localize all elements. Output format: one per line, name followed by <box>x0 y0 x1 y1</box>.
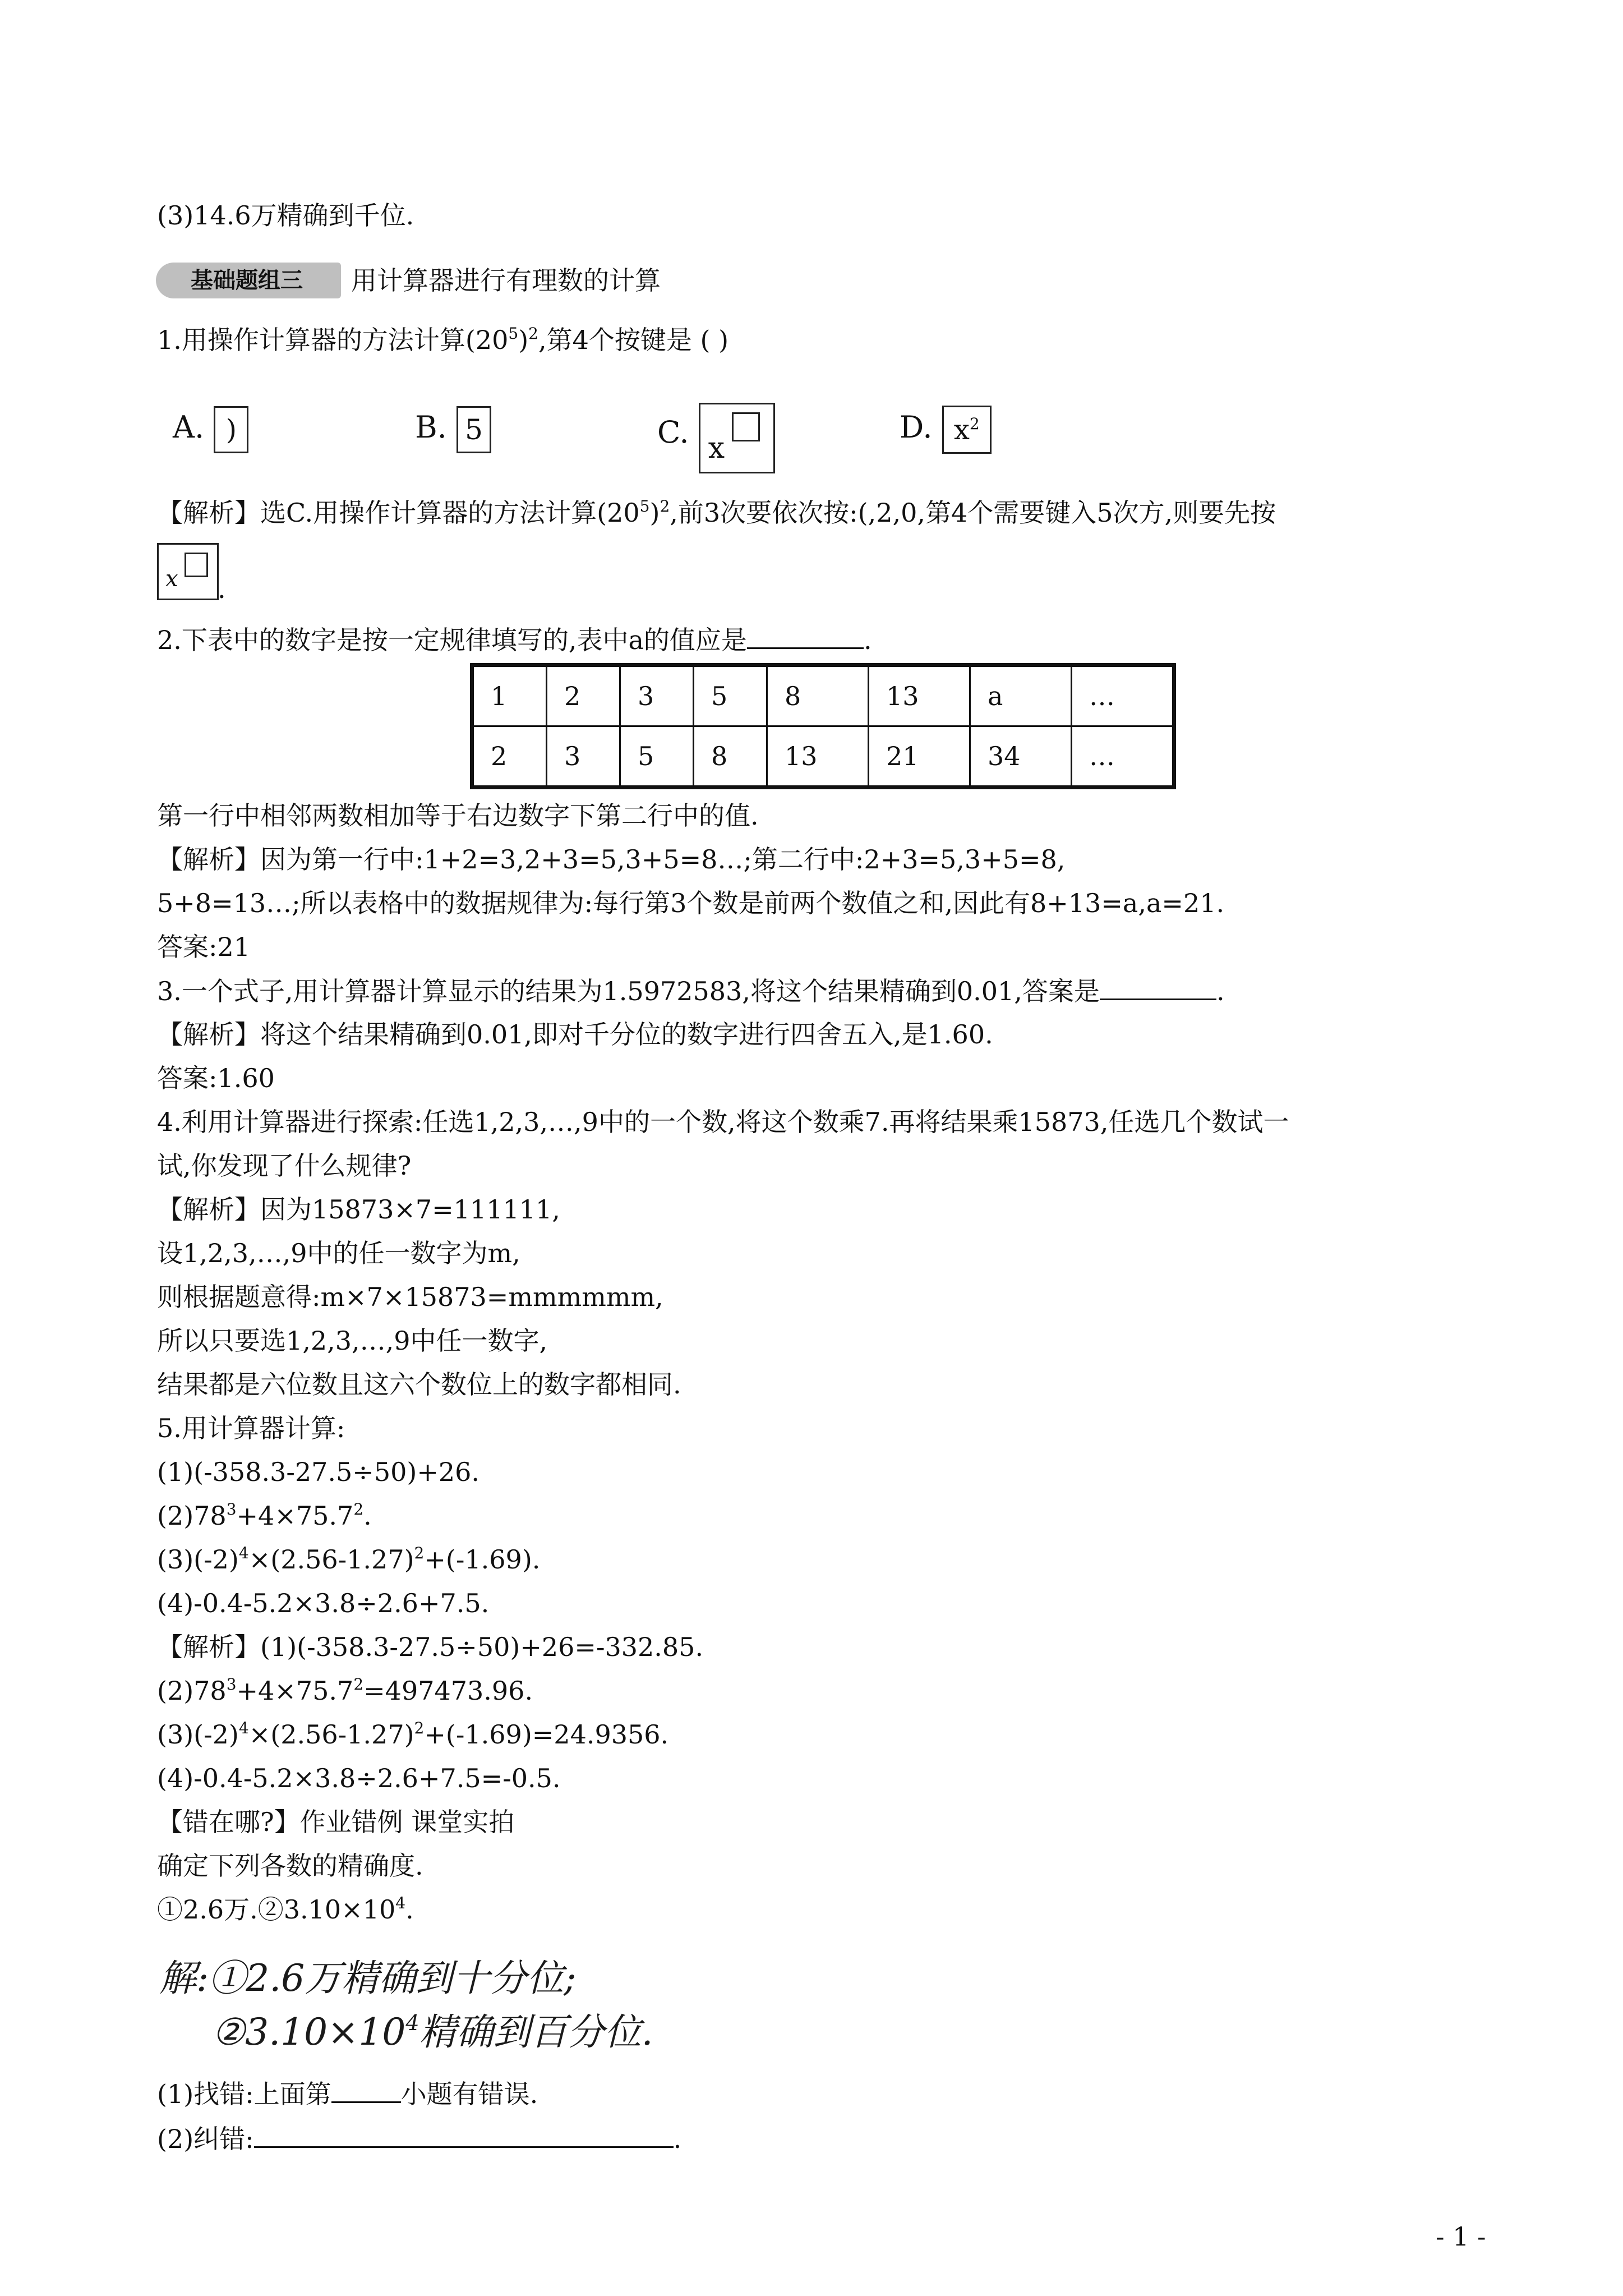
table-cell: 3 <box>620 665 694 726</box>
table-cell: a <box>970 665 1072 726</box>
table-row <box>472 665 1174 726</box>
q5-part-4: (4)-0.4-5.2×3.8÷2.6+7.5. <box>157 1588 490 1618</box>
q2-answer-blank <box>747 623 864 649</box>
power-box-icon <box>185 553 208 577</box>
q2-analysis-line-1: 【解析】因为第一行中:1+2=3,2+3=5,3+5=8…;第二行中:2+3=5,3+5=8, <box>157 844 1066 875</box>
table-cell: 21 <box>869 726 970 788</box>
q1-option-a: A. ) <box>173 399 248 455</box>
fix-error-blank <box>254 2122 674 2148</box>
table-cell: 8 <box>767 665 869 726</box>
table-cell: 34 <box>970 726 1072 788</box>
table-cell: 2 <box>547 665 620 726</box>
q1-stem: 1.用操作计算器的方法计算$(20^5)^2$,第4个按键是 ( ) <box>157 324 729 355</box>
table-cell: 1 <box>472 665 547 726</box>
q3-analysis: 【解析】将这个结果精确到0.01,即对千分位的数字进行四舍五入,是1.60. <box>157 1019 993 1050</box>
find-error-blank <box>331 2077 401 2103</box>
sequence-table <box>470 663 1176 789</box>
q1-option-c: C. x <box>657 399 775 470</box>
error-section-title: 【错在哪?】作业错例 课堂实拍 <box>157 1807 515 1837</box>
q4-stem-line-1: 4.利用计算器进行探索:任选1,2,3,…,9中的一个数,将这个数乘7.再将结果乘15873,任选几个数试一 <box>157 1107 1289 1137</box>
top-line: (3)14.6万精确到千位. <box>157 200 414 231</box>
error-section-items: ①2.6万$.②3.10\times 10^4$. <box>157 1894 414 1925</box>
key-close-paren: ) <box>214 406 248 453</box>
table-cell: … <box>1072 665 1174 726</box>
q3-stem: 3.一个式子,用计算器计算显示的结果为1.5972583,将这个结果精确到0.01,答案是 . <box>157 974 1225 1008</box>
error-section-stem: 确定下列各数的精确度. <box>157 1851 423 1881</box>
q5-part-3: $(3)(-2)^4\times(2.56-1.27)^2+(-1.69)$. <box>157 1544 541 1575</box>
q2-stem: 2.下表中的数字是按一定规律填写的,表中a的值应是 . <box>157 623 872 657</box>
table-cell: 13 <box>869 665 970 726</box>
table-row <box>472 726 1174 788</box>
table-cell: 2 <box>472 726 547 788</box>
q4-analysis-line: 则根据题意得:m×7×15873=mmmmmm, <box>157 1282 663 1312</box>
q4-analysis-line: 【解析】因为15873×7=111111, <box>157 1194 560 1225</box>
section-tag-label: 基础题组三 <box>191 268 303 293</box>
q5-answer-3: $(3)(-2)^4\times(2.56-1.27)^2+(-1.69)=24.9356$. <box>157 1719 669 1750</box>
q4-stem-line-2: 试,你发现了什么规律? <box>157 1151 412 1181</box>
table-cell: 5 <box>620 726 694 788</box>
q2-note: 第一行中相邻两数相加等于右边数字下第二行中的值. <box>157 800 759 831</box>
key-five: 5 <box>457 406 491 453</box>
q4-analysis-line: 结果都是六位数且这六个数位上的数字都相同. <box>157 1369 681 1400</box>
section-title: 用计算器进行有理数的计算 <box>351 265 661 296</box>
q1-analysis-end: . <box>218 574 226 604</box>
q5-answer-4: (4)-0.4-5.2×3.8÷2.6+7.5=-0.5. <box>157 1763 561 1793</box>
handwritten-answer-line-2: $②3.10\times 10^4$精确到百分位. <box>212 2010 653 2054</box>
q4-analysis-line: 设1,2,3,…,9中的任一数字为m, <box>157 1238 520 1268</box>
q1-option-b: B. 5 <box>415 399 491 455</box>
fix-error-line: (2)纠错: . <box>157 2122 681 2156</box>
table-cell: 8 <box>694 726 767 788</box>
q3-answer: 答案:1.60 <box>157 1063 275 1093</box>
key-power-x: x <box>699 403 775 473</box>
q5-answer-2: $(2)78^3+4\times 75.7^2=497473.96$. <box>157 1675 533 1706</box>
q3-answer-blank <box>1100 974 1216 1000</box>
q5-answer-1: 【解析】(1)(-358.3-27.5÷50)+26=-332.85. <box>157 1632 704 1662</box>
q5-stem: 5.用计算器计算: <box>157 1413 345 1443</box>
table-cell: 13 <box>767 726 869 788</box>
q1-analysis: 【解析】选C.用操作计算器的方法计算$(20^5)^2$,前3次要依次按:(,2,0,第4个需要键入5次方,则要先按 <box>157 497 1276 528</box>
find-error-line: (1)找错:上面第 小题有错误. <box>157 2077 538 2111</box>
q4-analysis-line: 所以只要选1,2,3,…,9中任一数字, <box>157 1326 548 1356</box>
q2-answer: 答案:21 <box>157 932 251 962</box>
table-cell: … <box>1072 726 1174 788</box>
q5-part-1: (1)(-358.3-27.5÷50)+26. <box>157 1457 480 1487</box>
table-cell: 5 <box>694 665 767 726</box>
q2-analysis-line-2: 5+8=13…;所以表格中的数据规律为:每行第3个数是前两个数值之和,因此有8+13=a,a=21. <box>157 888 1225 918</box>
handwritten-answer-line-1: 解:①2.6万精确到十分位; <box>159 1957 577 2000</box>
key-square-x: $x^2$ <box>942 406 992 454</box>
table-cell: 3 <box>547 726 620 788</box>
q1-option-d: D. $x^2$ <box>900 399 992 455</box>
analysis-power-key: x <box>157 543 219 600</box>
power-box-icon <box>732 412 760 441</box>
q5-part-2: $(2)78^3+4\times 75.7^2$. <box>157 1500 372 1531</box>
page-number: - 1 - <box>1436 2221 1486 2252</box>
